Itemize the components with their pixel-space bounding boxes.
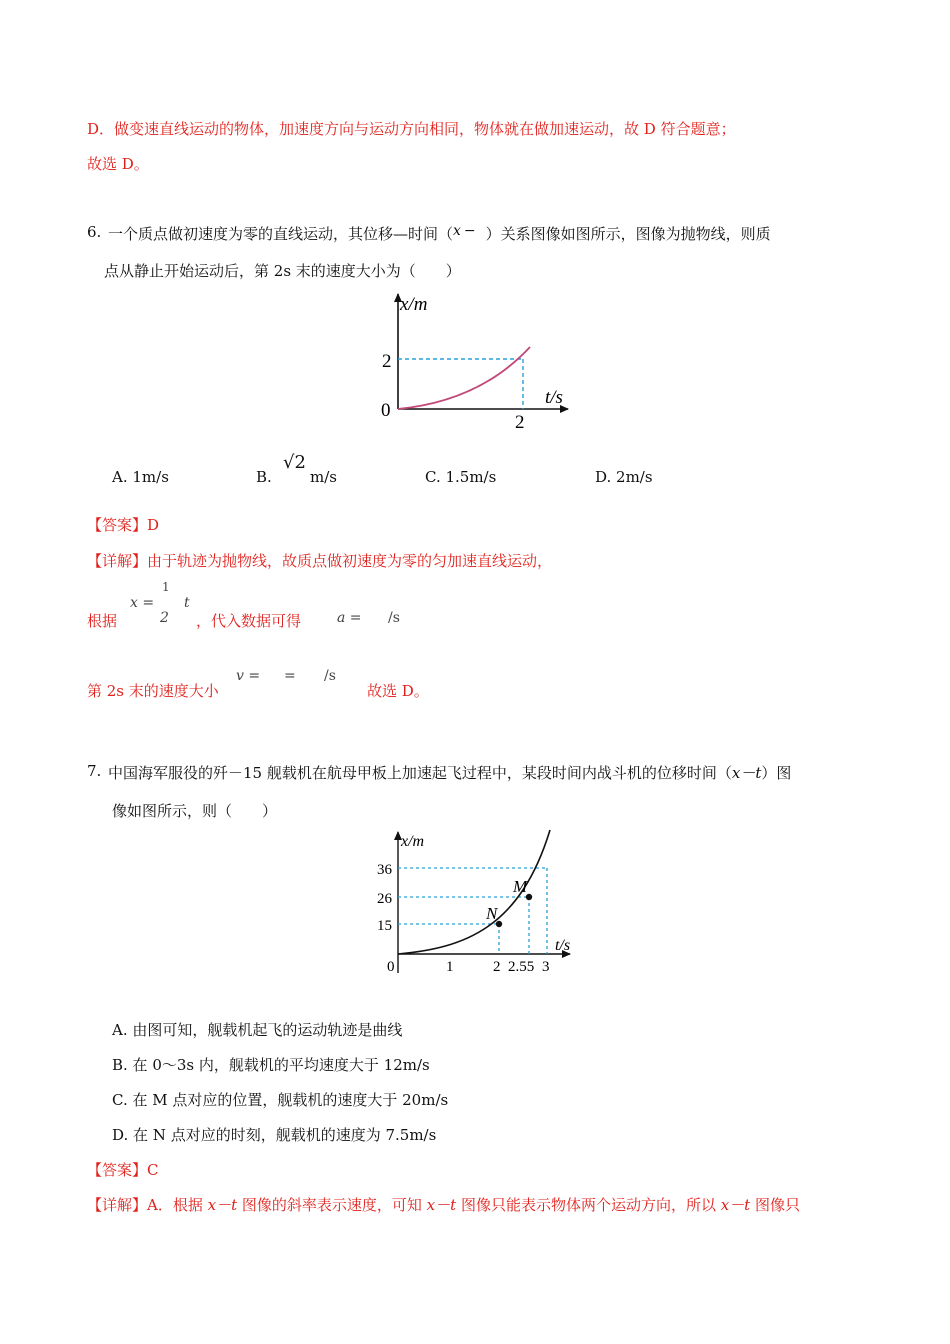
q6-formula1-x: x = bbox=[130, 595, 155, 611]
q7-x-axis-label: t/s bbox=[555, 937, 571, 954]
q6-option-b-unit: m/s bbox=[310, 468, 337, 486]
q7-option-d: D. 在 N 点对应的时刻，舰载机的速度为 7.5m/s bbox=[112, 1126, 437, 1144]
q7-origin-label: 0 bbox=[387, 959, 395, 975]
q7-x-tick-2: 2 bbox=[493, 959, 501, 975]
q7-x-tick-255: 2.55 bbox=[508, 959, 535, 975]
q7-answer: 【答案】C bbox=[87, 1161, 159, 1179]
q7-number: 7. bbox=[87, 762, 102, 780]
q6-option-b-sqrt: √2 bbox=[283, 452, 306, 473]
q6-stem-part-b: ）关系图像如图所示，图像为抛物线，则质 bbox=[485, 225, 771, 243]
q7-x-tick-3: 3 bbox=[542, 959, 550, 975]
q7-point-m-label: M bbox=[513, 877, 528, 896]
q7-detail-part-c: 图像只能表示物体两个运动方向，所以 bbox=[456, 1196, 721, 1214]
q7-option-a: A. 由图可知，舰载机起飞的运动轨迹是曲线 bbox=[112, 1021, 403, 1039]
q6-choose: 故选 D。 bbox=[367, 682, 429, 700]
q7-detail-part-a: A．根据 bbox=[147, 1196, 208, 1214]
q6-answer: 【答案】D bbox=[87, 516, 160, 534]
q6-formula3-unit: /s bbox=[324, 668, 336, 684]
q6-formula1-num: 1 bbox=[162, 580, 170, 594]
q6-origin-label: 0 bbox=[381, 400, 391, 421]
q7-y-tick-36: 36 bbox=[377, 862, 392, 878]
q6-basis-label: 根据 bbox=[87, 612, 118, 630]
q6-stem-line2: 点从静止开始运动后，第 2s 末的速度大小为（ ） bbox=[104, 262, 461, 280]
q7-detail-xt-1: x－t bbox=[207, 1196, 238, 1214]
q7-y-tick-26: 26 bbox=[377, 891, 392, 907]
q6-formula2-a: a = bbox=[337, 610, 362, 626]
q7-detail-xt-3: x－t bbox=[720, 1196, 751, 1214]
q6-stem-line1 bbox=[108, 223, 771, 244]
q6-x-tick-2: 2 bbox=[515, 412, 525, 433]
q6-detail-line bbox=[87, 550, 552, 571]
q7-graph bbox=[365, 828, 585, 978]
q6-formula1-t: t bbox=[184, 595, 190, 611]
q7-detail-part-d: 图像只 bbox=[750, 1196, 800, 1214]
q7-y-axis-label: x/m bbox=[401, 833, 425, 850]
q6-substitute-text: ，代入数据可得 bbox=[196, 612, 302, 630]
q7-point-n-label: N bbox=[486, 904, 498, 923]
q7-detail-tag: 【详解】 bbox=[87, 1196, 148, 1214]
prev-choose-line: 故选 D。 bbox=[87, 155, 149, 173]
q6-detail-text: 由于轨迹为抛物线，故质点做初速度为零的匀加速直线运动， bbox=[147, 552, 553, 570]
q7-x-tick-1: 1 bbox=[446, 959, 454, 975]
q7-var-xt: x－t bbox=[731, 764, 762, 782]
q6-formula2-unit: /s bbox=[388, 610, 400, 626]
q6-var-x: x bbox=[453, 223, 461, 239]
q6-formula3-eq: = bbox=[284, 668, 296, 684]
q6-velocity-label: 第 2s 末的速度大小 bbox=[87, 682, 219, 700]
q7-stem-line1 bbox=[108, 762, 791, 783]
q6-option-a: A. 1m/s bbox=[112, 468, 169, 486]
q7-stem-part-b: ）图 bbox=[761, 764, 792, 782]
q7-detail-line bbox=[87, 1194, 800, 1215]
q7-option-c: C. 在 M 点对应的位置，舰载机的速度大于 20m/s bbox=[112, 1091, 449, 1109]
q6-detail-tag: 【详解】 bbox=[87, 552, 148, 570]
q6-formula3-v: v = bbox=[236, 668, 261, 684]
q7-stem-line2: 像如图所示，则（ ） bbox=[112, 802, 278, 820]
prev-option-d-explanation: D．做变速直线运动的物体，加速度方向与运动方向相同，物体就在做加速运动，故 D 符合题意； bbox=[87, 120, 736, 138]
q6-x-axis-label: t/s bbox=[545, 387, 563, 408]
q6-formula1-den: 2 bbox=[160, 610, 169, 626]
q7-detail-part-b: 图像的斜率表示速度，可知 bbox=[237, 1196, 427, 1214]
q7-detail-xt-2: x－t bbox=[426, 1196, 457, 1214]
q6-y-tick-2: 2 bbox=[382, 351, 392, 372]
q6-graph bbox=[360, 288, 590, 438]
q6-number: 6. bbox=[87, 223, 102, 241]
q6-option-d: D. 2m/s bbox=[595, 468, 653, 486]
q6-option-c: C. 1.5m/s bbox=[425, 468, 497, 486]
q6-parabola-curve bbox=[398, 347, 530, 409]
q7-option-b: B. 在 0～3s 内，舰载机的平均速度大于 12m/s bbox=[112, 1056, 430, 1074]
q6-var-dash: − bbox=[463, 223, 476, 239]
q6-option-b-prefix: B. bbox=[256, 468, 272, 486]
q6-y-axis-label: x/m bbox=[400, 294, 428, 315]
q6-stem-part-a: 一个质点做初速度为零的直线运动，其位移—时间（ bbox=[108, 225, 454, 243]
q7-stem-part-a: 中国海军服役的歼－15 舰载机在航母甲板上加速起飞过程中，某段时间内战斗机的位移时间（ bbox=[108, 764, 732, 782]
q7-y-tick-15: 15 bbox=[377, 918, 392, 934]
